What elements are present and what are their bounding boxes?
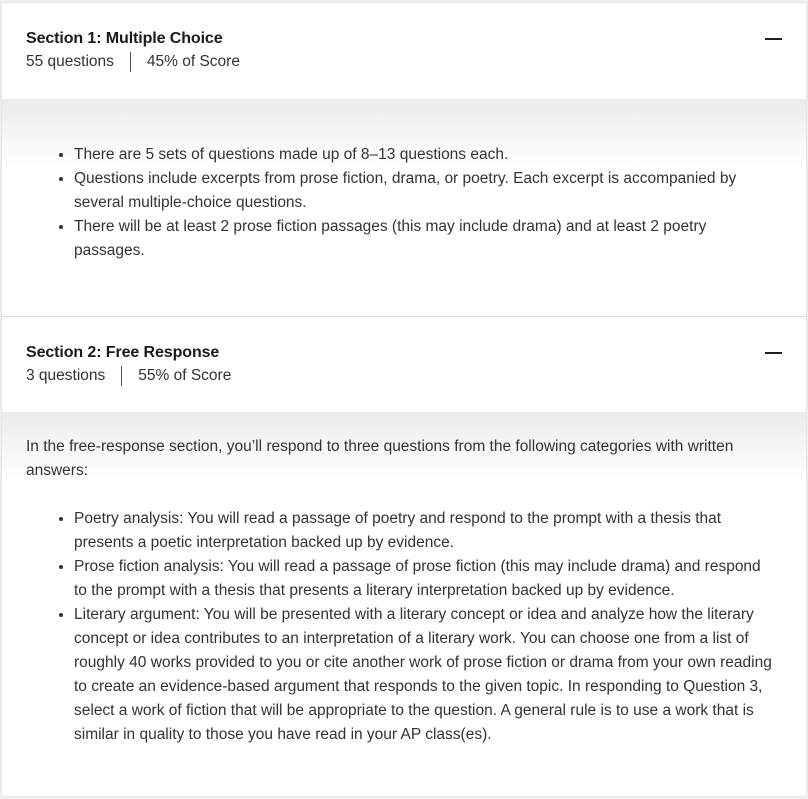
list-item: • Poetry analysis: You will read a passage of poetry and respond to the prompt with a thesis that presents a poetic interpretation backed up by evidence. [74, 507, 776, 555]
list-item: • Questions include excerpts from prose fiction, drama, or poetry. Each excerpt is accompanied by several multiple-choice questions. [74, 167, 776, 215]
list-item: • There will be at least 2 prose fiction passages (this may include drama) and at least 2 poetry passages. [74, 215, 776, 263]
section-1-meta [26, 52, 782, 72]
section-1-title: Section 1: Multiple Choice [26, 30, 223, 47]
section-free-response [2, 316, 806, 796]
section-1-bullet-list [26, 143, 776, 263]
section-2-bullet-list [26, 507, 776, 747]
exam-sections-accordion [1, 2, 807, 797]
list-item: • Prose fiction analysis: You will read a passage of prose fiction (this may include drama) and respond to the prompt with a thesis that presents a literary interpretation backed up by evidence. [74, 555, 776, 603]
section-2-intro: In the free-response section, you’ll respond to three questions from the following categories with written answers: [26, 438, 734, 479]
section-1-header[interactable] [2, 3, 806, 99]
section-1-question-count: 55 questions [26, 53, 114, 70]
section-2-body [2, 412, 806, 796]
section-2-score-weight: 55% of Score [138, 367, 232, 384]
section-2-question-count: 3 questions [26, 367, 106, 384]
section-1-score-weight: 45% of Score [146, 53, 240, 70]
section-2-header[interactable] [2, 317, 806, 412]
meta-divider [130, 52, 131, 72]
meta-divider [121, 366, 122, 386]
section-multiple-choice [2, 3, 806, 316]
minus-icon[interactable] [765, 38, 782, 40]
section-1-body [2, 99, 806, 316]
list-item: • There are 5 sets of questions made up of 8–13 questions each. [74, 143, 776, 167]
minus-icon[interactable] [765, 352, 782, 354]
section-2-meta [26, 366, 782, 386]
list-item: • Literary argument: You will be presented with a literary concept or idea and analyze how the literary concept or idea contributes to an interpretation of a literary work. You can choose one from a list of roughly 40 works provided to you or cite another work of prose fiction or drama from your own reading to create an evidence-based argument that responds to the given topic. In responding to Question 3, select a work of fiction that will be appropriate to the question. A general rule is to use a work that is similar in quality to those you have read in your AP class(es). [74, 603, 776, 747]
section-2-title: Section 2: Free Response [26, 344, 220, 361]
